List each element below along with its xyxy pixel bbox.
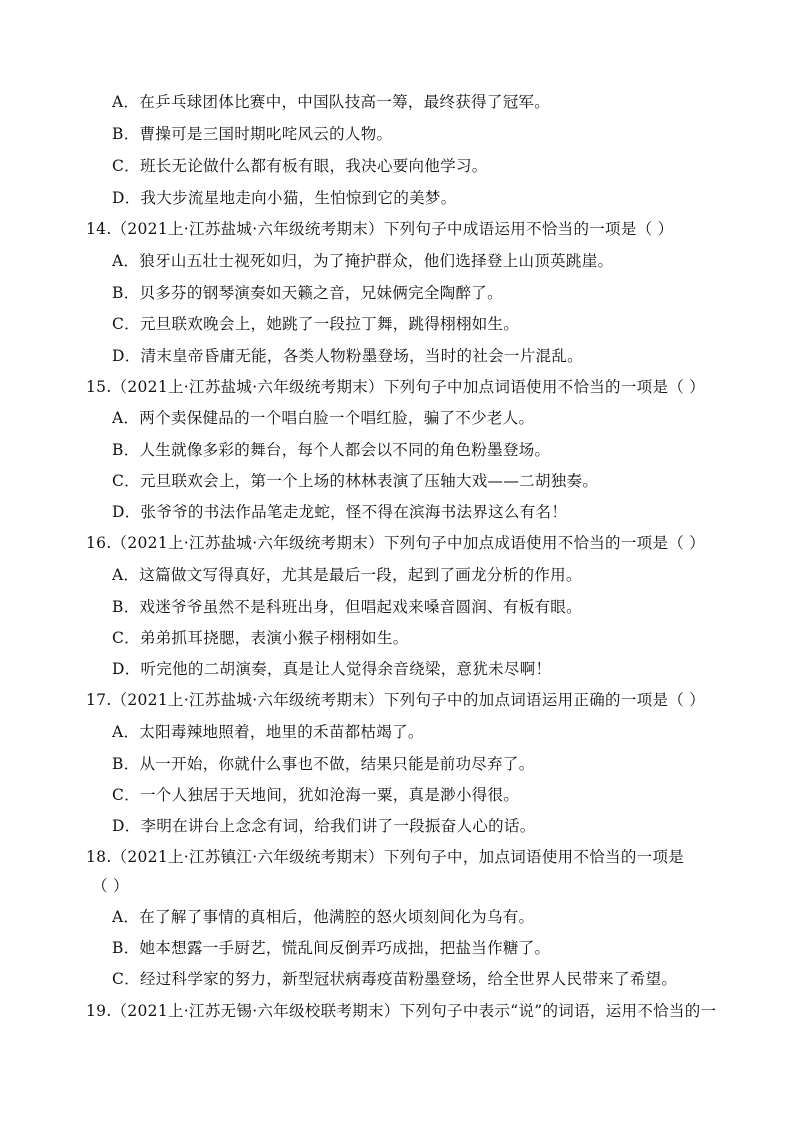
option-a: A．两个卖保健品的一个唱白脸一个唱红脸，骗了不少老人。	[112, 409, 535, 427]
option-a: A．太阳毒辣地照着，地里的禾苗都枯竭了。	[112, 723, 424, 741]
option-d: D．我大步流星地走向小猫，生怕惊到它的美梦。	[112, 189, 457, 207]
question-18-answer-bracket: （ ）	[92, 877, 129, 895]
question-16-stem: 16.（2021上·江苏盐城·六年级统考期末）下列句子中加点成语使用不恰当的一项是（ ）	[86, 534, 706, 552]
option-c: C．弟弟抓耳挠腮，表演小猴子栩栩如生。	[112, 629, 409, 647]
option-c: C．经过科学家的努力，新型冠状病毒疫苗粉墨登场，给全世界人民带来了希望。	[112, 970, 678, 988]
option-d: D．听完他的二胡演奏，真是让人觉得余音绕梁，意犹未尽啊！	[112, 660, 552, 678]
option-b: B．从一开始，你就什么事也不做，结果只能是前功尽弃了。	[112, 755, 535, 773]
option-b: B．曹操可是三国时期叱咤风云的人物。	[112, 125, 393, 143]
option-b: B．她本想露一手厨艺，慌乱间反倒弄巧成拙，把盐当作糖了。	[112, 939, 551, 957]
option-c: C．元旦联欢会上，第一个上场的林林表演了压轴大戏——二胡独奏。	[112, 472, 599, 490]
question-18-stem: 18.（2021上·江苏镇江·六年级统考期末）下列句子中，加点词语使用不恰当的一项是	[86, 848, 685, 866]
option-d: D．张爷爷的书法作品笔走龙蛇，怪不得在滨海书法界这么有名！	[112, 503, 568, 521]
option-c: C．元旦联欢晚会上，她跳了一段拉丁舞，跳得栩栩如生。	[112, 315, 520, 333]
question-14-stem: 14.（2021上·江苏盐城·六年级统考期末）下列句子中成语运用不恰当的一项是（ ）	[86, 220, 674, 238]
option-a: A．这篇做文写得真好，尤其是最后一段，起到了画龙分析的作用。	[112, 566, 582, 584]
option-c: C．班长无论做什么都有板有眼，我决心要向他学习。	[112, 157, 488, 175]
option-d: D．李明在讲台上念念有词，给我们讲了一段振奋人心的话。	[112, 817, 536, 835]
option-d: D．清末皇帝昏庸无能，各类人物粉墨登场，当时的社会一片混乱。	[112, 347, 583, 365]
option-b: B．人生就像多彩的舞台，每个人都会以不同的角色粉墨登场。	[112, 441, 551, 459]
option-a: A．在了解了事情的真相后，他满腔的怒火顷刻间化为乌有。	[112, 908, 535, 926]
option-a: A．狼牙山五壮士视死如归，为了掩护群众，他们选择登上山顶英跳崖。	[112, 252, 614, 270]
option-b: B．戏迷爷爷虽然不是科班出身，但唱起戏来嗓音圆润、有板有眼。	[112, 598, 582, 616]
option-b: B．贝多芬的钢琴演奏如天籁之音，兄妹俩完全陶醉了。	[112, 284, 503, 302]
question-19-stem: 19.（2021上·江苏无锡·六年级校联考期末）下列句子中表示“说”的词语，运用不恰当的一	[86, 1002, 717, 1020]
question-17-stem: 17.（2021上·江苏盐城·六年级统考期末）下列句子中的加点词语运用正确的一项是（ ）	[86, 691, 706, 709]
option-c: C．一个人独居于天地间，犹如沧海一粟，真是渺小得很。	[112, 786, 520, 804]
option-a: A．在乒乓球团体比赛中，中国队技高一筹，最终获得了冠军。	[112, 93, 551, 111]
question-15-stem: 15.（2021上·江苏盐城·六年级统考期末）下列句子中加点词语使用不恰当的一项是（ ）	[86, 378, 706, 396]
